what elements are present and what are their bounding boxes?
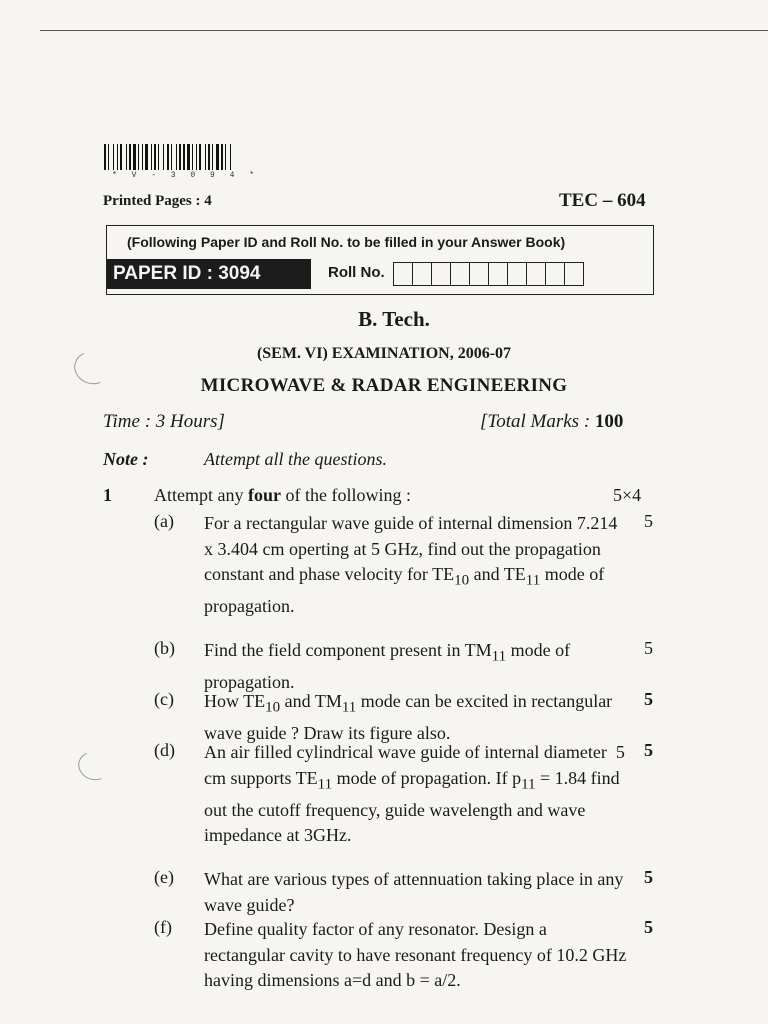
part-marks: 5 xyxy=(644,740,653,760)
part-label: (e) xyxy=(154,867,174,887)
punch-hole-mark xyxy=(74,747,114,784)
paper-id-box xyxy=(106,225,654,295)
part-marks: 5 xyxy=(644,638,653,658)
question-instruction: Attempt any four of the following : xyxy=(154,485,411,505)
part-text: An air filled cylindrical wave guide of internal diameter 5 cm supports $TE_{11}$ mode of propagation. If $p_{11} = 1.84$ find out the cutoff frequency, guide wavelength and wave impedance at 3GHz. xyxy=(204,742,625,846)
part-text: How $TE_{10}$ and $TM_{11}$ mode can be excited in rectangular wave guide ? Draw its figure also. xyxy=(204,691,613,744)
part-marks: 5 xyxy=(644,511,653,531)
part-text: For a rectangular wave guide of internal dimension 7.214 x 3.404 cm operting at 5 GHz, find out the propagation constant and phase velocity for $TE_{10}$ and $TE_{11}$ mode of propagation. xyxy=(204,513,618,617)
note-text-body: Attempt all the questions. xyxy=(204,449,387,469)
roll-number-box xyxy=(507,262,527,286)
part-label: (d) xyxy=(154,740,175,760)
part-marks: 5 xyxy=(644,867,653,887)
roll-number-box xyxy=(469,262,489,286)
roll-number-box xyxy=(564,262,584,286)
roll-number-label: Roll No. xyxy=(328,264,385,281)
top-rule xyxy=(40,30,768,31)
answer-book-note: (Following Paper ID and Roll No. to be filled in your Answer Book) xyxy=(127,234,566,250)
part-label: (a) xyxy=(154,511,174,531)
part-text: Find the field component present in $TM_{11}$ mode of propagation. xyxy=(204,640,571,693)
note-text xyxy=(204,449,387,470)
total-marks-value: 100 xyxy=(594,411,624,432)
exam-title: (SEM. VI) EXAMINATION, 2006-07 xyxy=(256,345,512,362)
note-label: Note : xyxy=(103,449,149,469)
part-label: (c) xyxy=(154,689,174,709)
barcode xyxy=(104,144,326,170)
question-marks: 5×4 xyxy=(613,485,642,505)
part-label: (b) xyxy=(154,638,175,658)
part-label: (f) xyxy=(154,917,172,937)
question-number: 1 xyxy=(103,485,112,505)
paper-code: TEC – 604 xyxy=(559,190,646,211)
printed-pages: Printed Pages : 4 xyxy=(103,193,212,209)
roll-number-box xyxy=(545,262,565,286)
part-marks: 5 xyxy=(644,917,653,937)
roll-number-box xyxy=(431,262,451,286)
roll-number-box xyxy=(393,262,413,286)
part-text: Define quality factor of any resonator. Design a rectangular cavity to have resonant frequency of 10.2 GHz having dimensions a=d and b = a/2. xyxy=(204,919,627,991)
subject-title: MICROWAVE & RADAR ENGINEERING xyxy=(200,375,568,396)
total-marks-label: [Total Marks : xyxy=(480,411,595,432)
roll-number-box xyxy=(488,262,508,286)
roll-number-box xyxy=(450,262,470,286)
part-marks: 5 xyxy=(644,689,653,709)
degree-title: B. Tech. xyxy=(358,307,430,331)
roll-number-box xyxy=(526,262,546,286)
barcode-text: * V - 3 0 9 4 * xyxy=(112,171,260,180)
time-allowed: Time : 3 Hours] xyxy=(103,411,225,432)
roll-number-boxes xyxy=(393,262,583,286)
part-text: What are various types of attennuation taking place in any wave guide? xyxy=(204,869,624,915)
paper-id-banner: PAPER ID : 3094 xyxy=(107,259,311,289)
roll-number-box xyxy=(412,262,432,286)
total-marks xyxy=(480,411,623,433)
